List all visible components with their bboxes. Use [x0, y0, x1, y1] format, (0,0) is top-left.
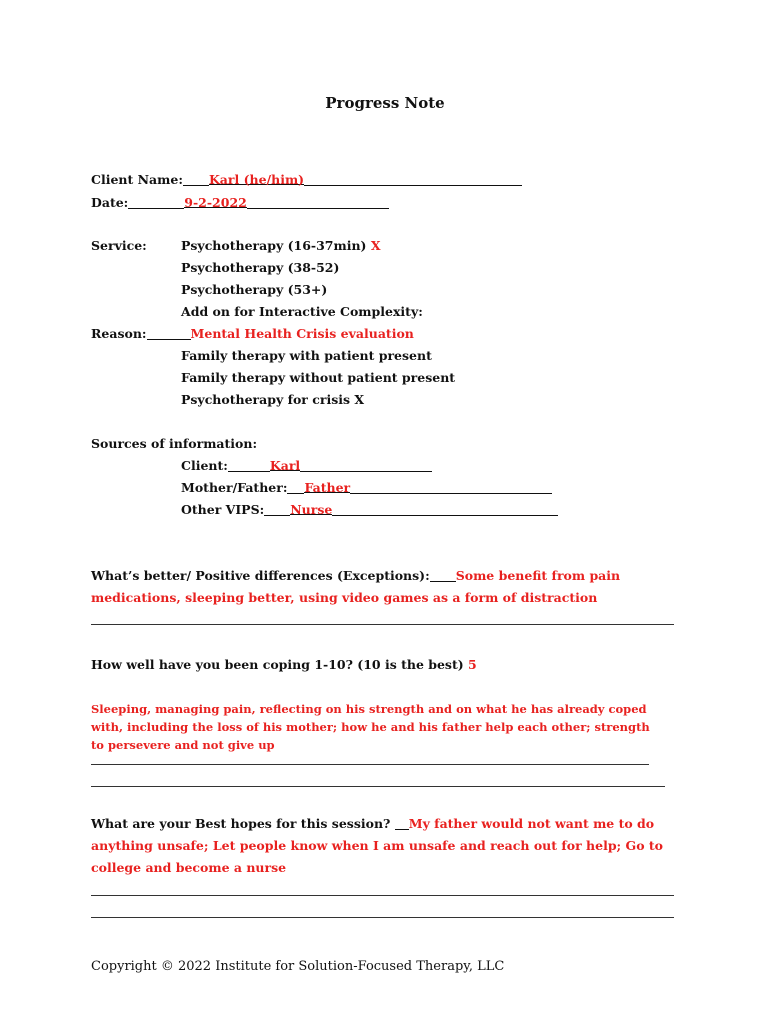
best-hopes-label: What are your Best hopes for this session?: [91, 816, 391, 831]
page-title: Progress Note: [325, 94, 445, 112]
service-selected-mark: X: [370, 238, 381, 253]
coping-answer: Sleeping, managing pain, reflecting on his strength and on what he has already coped with, including the loss of his mother; how he and his father help each other; strength to persevere and not give up: [91, 702, 650, 752]
coping-value: 5: [468, 657, 477, 672]
source-other-value: Nurse: [290, 502, 333, 517]
service-item: Add on for Interactive Complexity:: [181, 304, 423, 319]
client-name-label: Client Name:: [91, 172, 183, 187]
service-item: Psychotherapy (38-52): [181, 260, 340, 275]
source-parent-row: [181, 480, 552, 496]
service-label: Service:: [91, 238, 147, 253]
service-item: Psychotherapy (16-37min) X: [181, 238, 381, 253]
coping-row: [91, 657, 477, 673]
source-parent-label: Mother/Father:: [181, 480, 288, 495]
answer-line: [91, 764, 649, 765]
best-hopes-section: [91, 813, 683, 879]
answer-line: [91, 917, 674, 918]
client-name-row: [91, 172, 522, 188]
source-client-row: [181, 458, 432, 474]
source-other-label: Other VIPS:: [181, 502, 265, 517]
source-client-value: Karl: [269, 458, 301, 473]
whats-better-label: What’s better/ Positive differences (Exceptions):: [91, 568, 430, 583]
reason-row: [91, 326, 414, 342]
whats-better-answer: Some benefit from pain medications, sleeping better, using video games as a form of distraction: [91, 568, 621, 605]
source-client-label: Client:: [181, 458, 228, 473]
copyright-footer: Copyright © 2022 Institute for Solution-Focused Therapy, LLC: [91, 959, 505, 974]
best-hopes-answer: My father would not want me to do anything unsafe; Let people know when I am unsafe and reach out for help; Go to college and become a nurse: [91, 816, 663, 875]
client-name-value: Karl (he/him): [208, 172, 305, 187]
date-label: Date:: [91, 195, 129, 210]
answer-line: [91, 786, 665, 787]
answer-line: [91, 895, 674, 896]
reason-item: Family therapy with patient present: [181, 348, 432, 363]
service-item: Psychotherapy (53+): [181, 282, 328, 297]
source-other-row: [181, 502, 558, 518]
date-value: 9-2-2022: [184, 195, 247, 210]
reason-item: Family therapy without patient present: [181, 370, 456, 385]
sources-label: Sources of information:: [91, 436, 258, 451]
reason-item: Psychotherapy for crisis X: [181, 392, 365, 407]
reason-label: Reason:: [91, 326, 147, 341]
whats-better-section: [91, 565, 681, 609]
answer-line: [91, 624, 674, 625]
source-parent-value: Father: [304, 480, 351, 495]
coping-label: How well have you been coping 1-10? (10 is the best): [91, 657, 464, 672]
reason-value: Mental Health Crisis evaluation: [190, 326, 414, 341]
date-row: [91, 195, 389, 211]
